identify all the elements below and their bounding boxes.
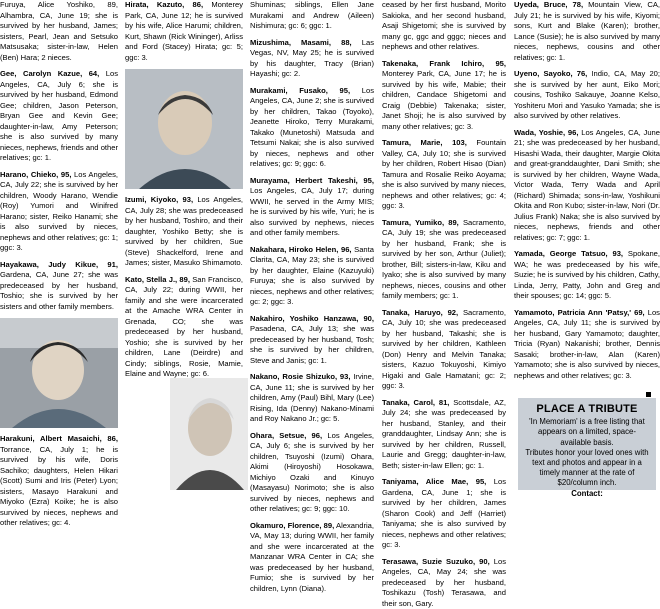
portrait-image	[125, 69, 243, 189]
obituary-uyeno	[514, 69, 660, 122]
obituary-name: Murakami, Fusako, 95,	[250, 86, 350, 95]
obituary-uyeda	[514, 0, 660, 63]
obituary-text: Los Angeles, CA, July 28; she was predeceased by her husband, Toshiro, and their daughter, Yoshiko Betty; she is survived by her children, Sue (Steve) Shackelford, Irene and James; sister, Masuko Shimamoto.	[125, 195, 243, 267]
obituary-name: Okamuro, Florence, 89,	[250, 521, 334, 530]
obituary-name: Nakano, Rosie Shizuko, 93,	[250, 372, 350, 381]
obituary-text: Spokane, WA; he was predeceased by his wife, Suzie; he is survived by his children, Cathy, Linda, Jerry, Patty, John and Greg and their spouses; gc: 14; ggc: 5.	[514, 249, 660, 300]
obituary-yamamoto	[514, 308, 660, 382]
obituary-name: Hayakawa, Judy Kikue, 91,	[0, 260, 118, 269]
obituary-text: Scottsdale, AZ, July 24; she was predeceased by her husband, Stanley, and their granddaughter, Lindsay Ann; she is survived by her children, Russell, Laurie and Gregg; daughter-in-law, Beth; sister-in-law Ellen; gc: 1.	[382, 398, 506, 470]
obituary-text: Los Angeles, CA, July 11; she is survived by her husband, Gary Yamamoto; daughter, Tricia (Ryan) Nakanishi; brother, Dennis Sasaki; brother-in-law, Alan (Karen) Yamamoto; she is also survived by nieces, nephews and other relatives; gc: 3.	[514, 308, 660, 380]
obituary-tanaka-carol	[382, 398, 506, 472]
obituary-hayakawa	[0, 260, 118, 313]
obituary-nakahara	[250, 245, 374, 308]
obituary-name: Takenaka, Frank Ichiro, 95,	[382, 59, 506, 68]
obituary-text: Indio, CA, May 20; she is survived by her aunt, Eiko Mori; cousins, Toshiko Sakauye, Joanne Kelso, Yoshiteru Mori and Yasuko Yamada; she is also survived by other relatives.	[514, 69, 660, 120]
obituary-name: Harano, Chieko, 95,	[0, 170, 71, 179]
obituary-text: Los Angeles, CA, May 24; she was predeceased by her husband, Toshikazu (Tosh) Terasawa, and their son, Gary.	[382, 557, 506, 608]
obituary-column-5	[514, 0, 660, 392]
obituary-column-3	[250, 0, 374, 490]
obituary-hirata	[125, 0, 243, 63]
portrait-photo	[125, 69, 243, 189]
obituary-column-2	[125, 0, 243, 440]
tribute-box	[518, 398, 656, 490]
obituary-continued	[382, 0, 506, 53]
obituary-yamada	[514, 249, 660, 302]
obituary-harakuni	[0, 434, 118, 529]
obituary-text: Sacramento, CA, July 10; she was predeceased by her husband, Takashi; she is survived by her children, Kathleen (Don) Henry and Melvin Tanaka; sisters, Kazuo Tokuyoshi, Kimiyo Higaki and Gale Hamatani; gc: 2; ggc: 3.	[382, 308, 506, 391]
obituary-text: Mountain View, CA, July 21; he is survived by his wife, Kiyomi; sons, Kurt and Blake (Karen); brother, Lance (Susie); he is also survived by many nieces, nephews, cousins and other relatives; gc: 1.	[514, 0, 660, 62]
obituary-text: Alexandria, VA, May 13; during WWII, her family and she were incarcerated at the Manzanar WRA Center in CA; she was predeceased by her husband, Fumio; she is survived by her children, Lynn (Diana).	[250, 521, 374, 593]
obituary-name: Ohara, Setsue, 96,	[250, 431, 322, 440]
obituary-name: Hirata, Kazuto, 86,	[125, 0, 203, 9]
obituary-name: Tamura, Yumiko, 89,	[382, 218, 459, 227]
obituary-text: Los Angeles, CA, July 17; during WWII, he served in the Army MIS; he is survived by his wife, Yuri; he is also survived by nephews, nieces and other family members.	[250, 186, 374, 237]
obituary-name: Taniyama, Alice Mae, 95,	[382, 477, 486, 486]
obituary-name: Harakuni, Albert Masaichi, 86,	[0, 434, 118, 443]
obituary-text: Santa Clarita, CA, May 23; she is survived by her daughter, Elaine (Kazuyuki) Furuya; she is also survived by nieces, nephews and other relatives; gc: 2; ggc: 3.	[250, 245, 374, 307]
obituary-name: Mizushima, Masami, 88,	[250, 38, 352, 47]
obituary-wada	[514, 128, 660, 244]
obituary-harano	[0, 170, 118, 254]
obituary-name: Yamada, George Tatsuo, 93,	[514, 249, 623, 258]
obituary-text: Monterey Park, CA, June 17; he is survived by his wife, Mabie; their children, Candace Shigetomi and Craig (Debbie) Takenaka; sister, Janet Shoji; he is also survived by many other relatives; gc: 3.	[382, 69, 506, 131]
portrait-photo	[170, 378, 248, 490]
obituary-nakano	[250, 372, 374, 425]
obituary-text: Irvine, CA, June 11; she is survived by her children, Amy (Paul) Bihl, Mary (Lee) Rising, Ida (Denny) Nakano-Minami and Roy Nakano Jr.; gc: 5.	[250, 372, 374, 423]
obituary-text: Los Angeles, CA, July 6; she is survived by her husband, Edmond Gee; children, Jason Peterson, Bryan Gee and Kevin Gee; daughter-in-law, Amy Peterson; she is also survived by many nieces, nephews, friends and other relatives; gc: 1.	[0, 69, 118, 162]
tribute-title: PLACE A TRIBUTE	[524, 404, 650, 414]
obituary-name: Murayama, Herbert Takeshi, 95,	[250, 176, 374, 185]
obituary-tamura	[382, 138, 506, 212]
obituary-name: Tanaka, Haruyo, 92,	[382, 308, 458, 317]
obituary-text: San Francisco, CA, July 22; during WWII, her family and she were incarcerated at the Amache WRA Center in Grenada, CO; she was predeceased by her husband, Yoshio; she is survived by her children, Lane (Deirdre) and Cindy; siblings, Rosie, Mamie, Elaine and Wayne; gc: 6.	[125, 275, 243, 379]
obituary-continued	[250, 0, 374, 32]
obituary-furuya	[0, 0, 118, 63]
obituary-taniyama	[382, 477, 506, 551]
obituary-text: ceased by her first husband, Morito Sakioka, and her second husband, Asaji Shigetomi; she is survived by many gc, ggc and gggc; nieces and nephews and other relatives.	[382, 0, 506, 51]
obituary-name: Uyeno, Sayoko, 76,	[514, 69, 587, 78]
obituary-ohara	[250, 431, 374, 515]
obituary-murakami	[250, 86, 374, 170]
obituary-text: Fountain Valley, CA, July 10; she is survived by her children, Robert Hisao (Dian) Tamura and Rosalie Reiko Aoyama; she is also survived by many nieces, nephews and other relatives; gc: 4; ggc: 3.	[382, 138, 506, 210]
obituary-gee	[0, 69, 118, 164]
obituary-text: Gardena, CA, June 27; she was predeceased by her husband, Toshio; she is survived by her sisters and other family members.	[0, 270, 118, 311]
obituary-text: Shuminas; siblings, Ellen Jane Murakami and Andrew (Aileen) Nishimura; gc: 6; ggc: 1.	[250, 0, 374, 30]
obituary-terasawa	[382, 557, 506, 609]
obituary-text: Los Angeles, CA, June 2; she is survived by her children, Takao (Toyoko), Jeanette Hiroko, Terry Murakami, Takako (Munetoshi) Matsuda and Tetsumi Nakai; she is also survived by nieces, nephews and other relatives; gc: 9; ggc: 6.	[250, 86, 374, 169]
obituary-kato	[125, 275, 243, 380]
obituary-tanaka-haruyo	[382, 308, 506, 392]
tribute-contact: Contact:	[524, 489, 650, 499]
obituary-name: Wada, Yoshie, 96,	[514, 128, 578, 137]
obituary-name: Terasawa, Suzie Suzuko, 90,	[382, 557, 490, 566]
obituary-text: Pasadena, CA, July 13; she was predeceased by her husband, Tosh; she is survived by her children, Steve and Janis; gc: 1.	[250, 324, 374, 365]
obituary-murayama	[250, 176, 374, 239]
obituary-column-4	[382, 0, 506, 490]
obituary-text: Sacramento, CA, July 19; she was predeceased by her husband, Frank; she is survived by her son, Arthur (Juliet); brother, Bill; sisters-in-law, Kiku and Iyako; she is also survived by many nephews, nieces, cousins and other family members; gc: 1.	[382, 218, 506, 301]
tribute-text-2: Tributes honor your loved ones with text and photos and appear in a timely manner at the rate of $20/column inch.	[524, 448, 650, 489]
obituary-mizushima	[250, 38, 374, 80]
obituary-name: Yamamoto, Patricia Ann 'Patsy,' 69,	[514, 308, 645, 317]
obituary-name: Nakahiro, Yoshiko Hanzawa, 90,	[250, 314, 374, 323]
obituary-text: Los Angeles, CA, July 6; she is survived by her children, Tsuyoshi (Izumi) Ohara, Akimi (Hiroyoshi) Hosokawa, Michiyo Ozaki and Kinuyo (Masayasu) Norimoto; she is also survived by nieces, nephews and other relatives; gc: 9; ggc: 10.	[250, 431, 374, 514]
portrait-photo	[0, 318, 118, 428]
obituary-name: Tamura, Marie, 103,	[382, 138, 467, 147]
obituary-izumi	[125, 195, 243, 269]
obituary-column-1	[0, 0, 118, 490]
obituary-nakahiro	[250, 314, 374, 367]
portrait-image	[0, 318, 118, 428]
obituary-text: Los Gardena, CA, June 1; she is survived by her children, James (Sharon Cook) and Jeff (Harriet) Taniyama; she is also survived by nieces, nephews and other relatives; gc: 3.	[382, 477, 506, 549]
obituary-text: Monterey Park, CA, June 12; he is survived by his wife, Alice Harumi; children, Kurt, Shawn (Rick Wininger), Arliss and Ford (Stacey) Hirata; gc: 5; ggc: 3.	[125, 0, 243, 62]
obituary-text: Las Vegas, NV, May 25; he is survived by his daughter, Tracy (Brian) Hayashi; gc: 2.	[250, 38, 374, 79]
obituary-name: Izumi, Kiyoko, 93,	[125, 195, 193, 204]
obituary-name: Nakahara, Hiroko Helen, 96,	[250, 245, 352, 254]
obituary-text: Furuya, Alice Yoshiko, 89, Alhambra, CA, June 19; she is survived by her husband, James; sisters, Pearl, Jean and Setsuko Matsusaka; sister-in-law, Helen (Ben) Hara; 2 nieces.	[0, 0, 118, 62]
obituary-takenaka	[382, 59, 506, 133]
obituary-name: Tanaka, Carol, 81,	[382, 398, 449, 407]
obituary-okamuro	[250, 521, 374, 595]
obituary-text: Torrance, CA, July 1; he is survived by his wife, Doris Sachiko; daughters, Helen Hikari (Scott) Sumi and Iris (Peter) Lyon; sisters, Masayo Harakuni and Miyoko (Ezra) Koike; he is also survived by nieces, nephews and other relatives; gc: 4.	[0, 445, 118, 528]
obituary-text: Los Angeles, CA, June 21; she was predeceased by her husband, Hisashi Wada, their daughter, Margie Okita and great-granddaughter, Dani Smith; she is survived by her children, Wayne Wada, Victor Wada, Terry Wada and April (Richard) Shimada; sons-in-law, Yoshikuni Okita and Ron Kubo; sister-in-law, Nori (Dr. Julius Frank) Naka; she is also survived by nieces, nephews, friends and other relatives; gc: 7; ggc: 1.	[514, 128, 660, 242]
obituary-name: Gee, Carolyn Kazue, 64,	[0, 69, 99, 78]
portrait-image	[170, 378, 248, 490]
obituary-tamura-yumiko	[382, 218, 506, 302]
obituary-name: Uyeda, Bruce, 78,	[514, 0, 583, 9]
end-square-icon	[646, 392, 651, 397]
obituary-name: Kato, Stella J., 89,	[125, 275, 190, 284]
obituary-text: Los Angeles, CA, July 22; she is survived by her children, Woody Harano, Wendie (Roy) Yumori and Winifred Harano; sister, Reiko Hanami; she is also survived by nieces, nephews and other relatives; gc: 1; ggc: 3.	[0, 170, 118, 253]
tribute-text-1: 'In Memoriam' is a free listing that appears on a limited, space-available basis.	[524, 417, 650, 448]
